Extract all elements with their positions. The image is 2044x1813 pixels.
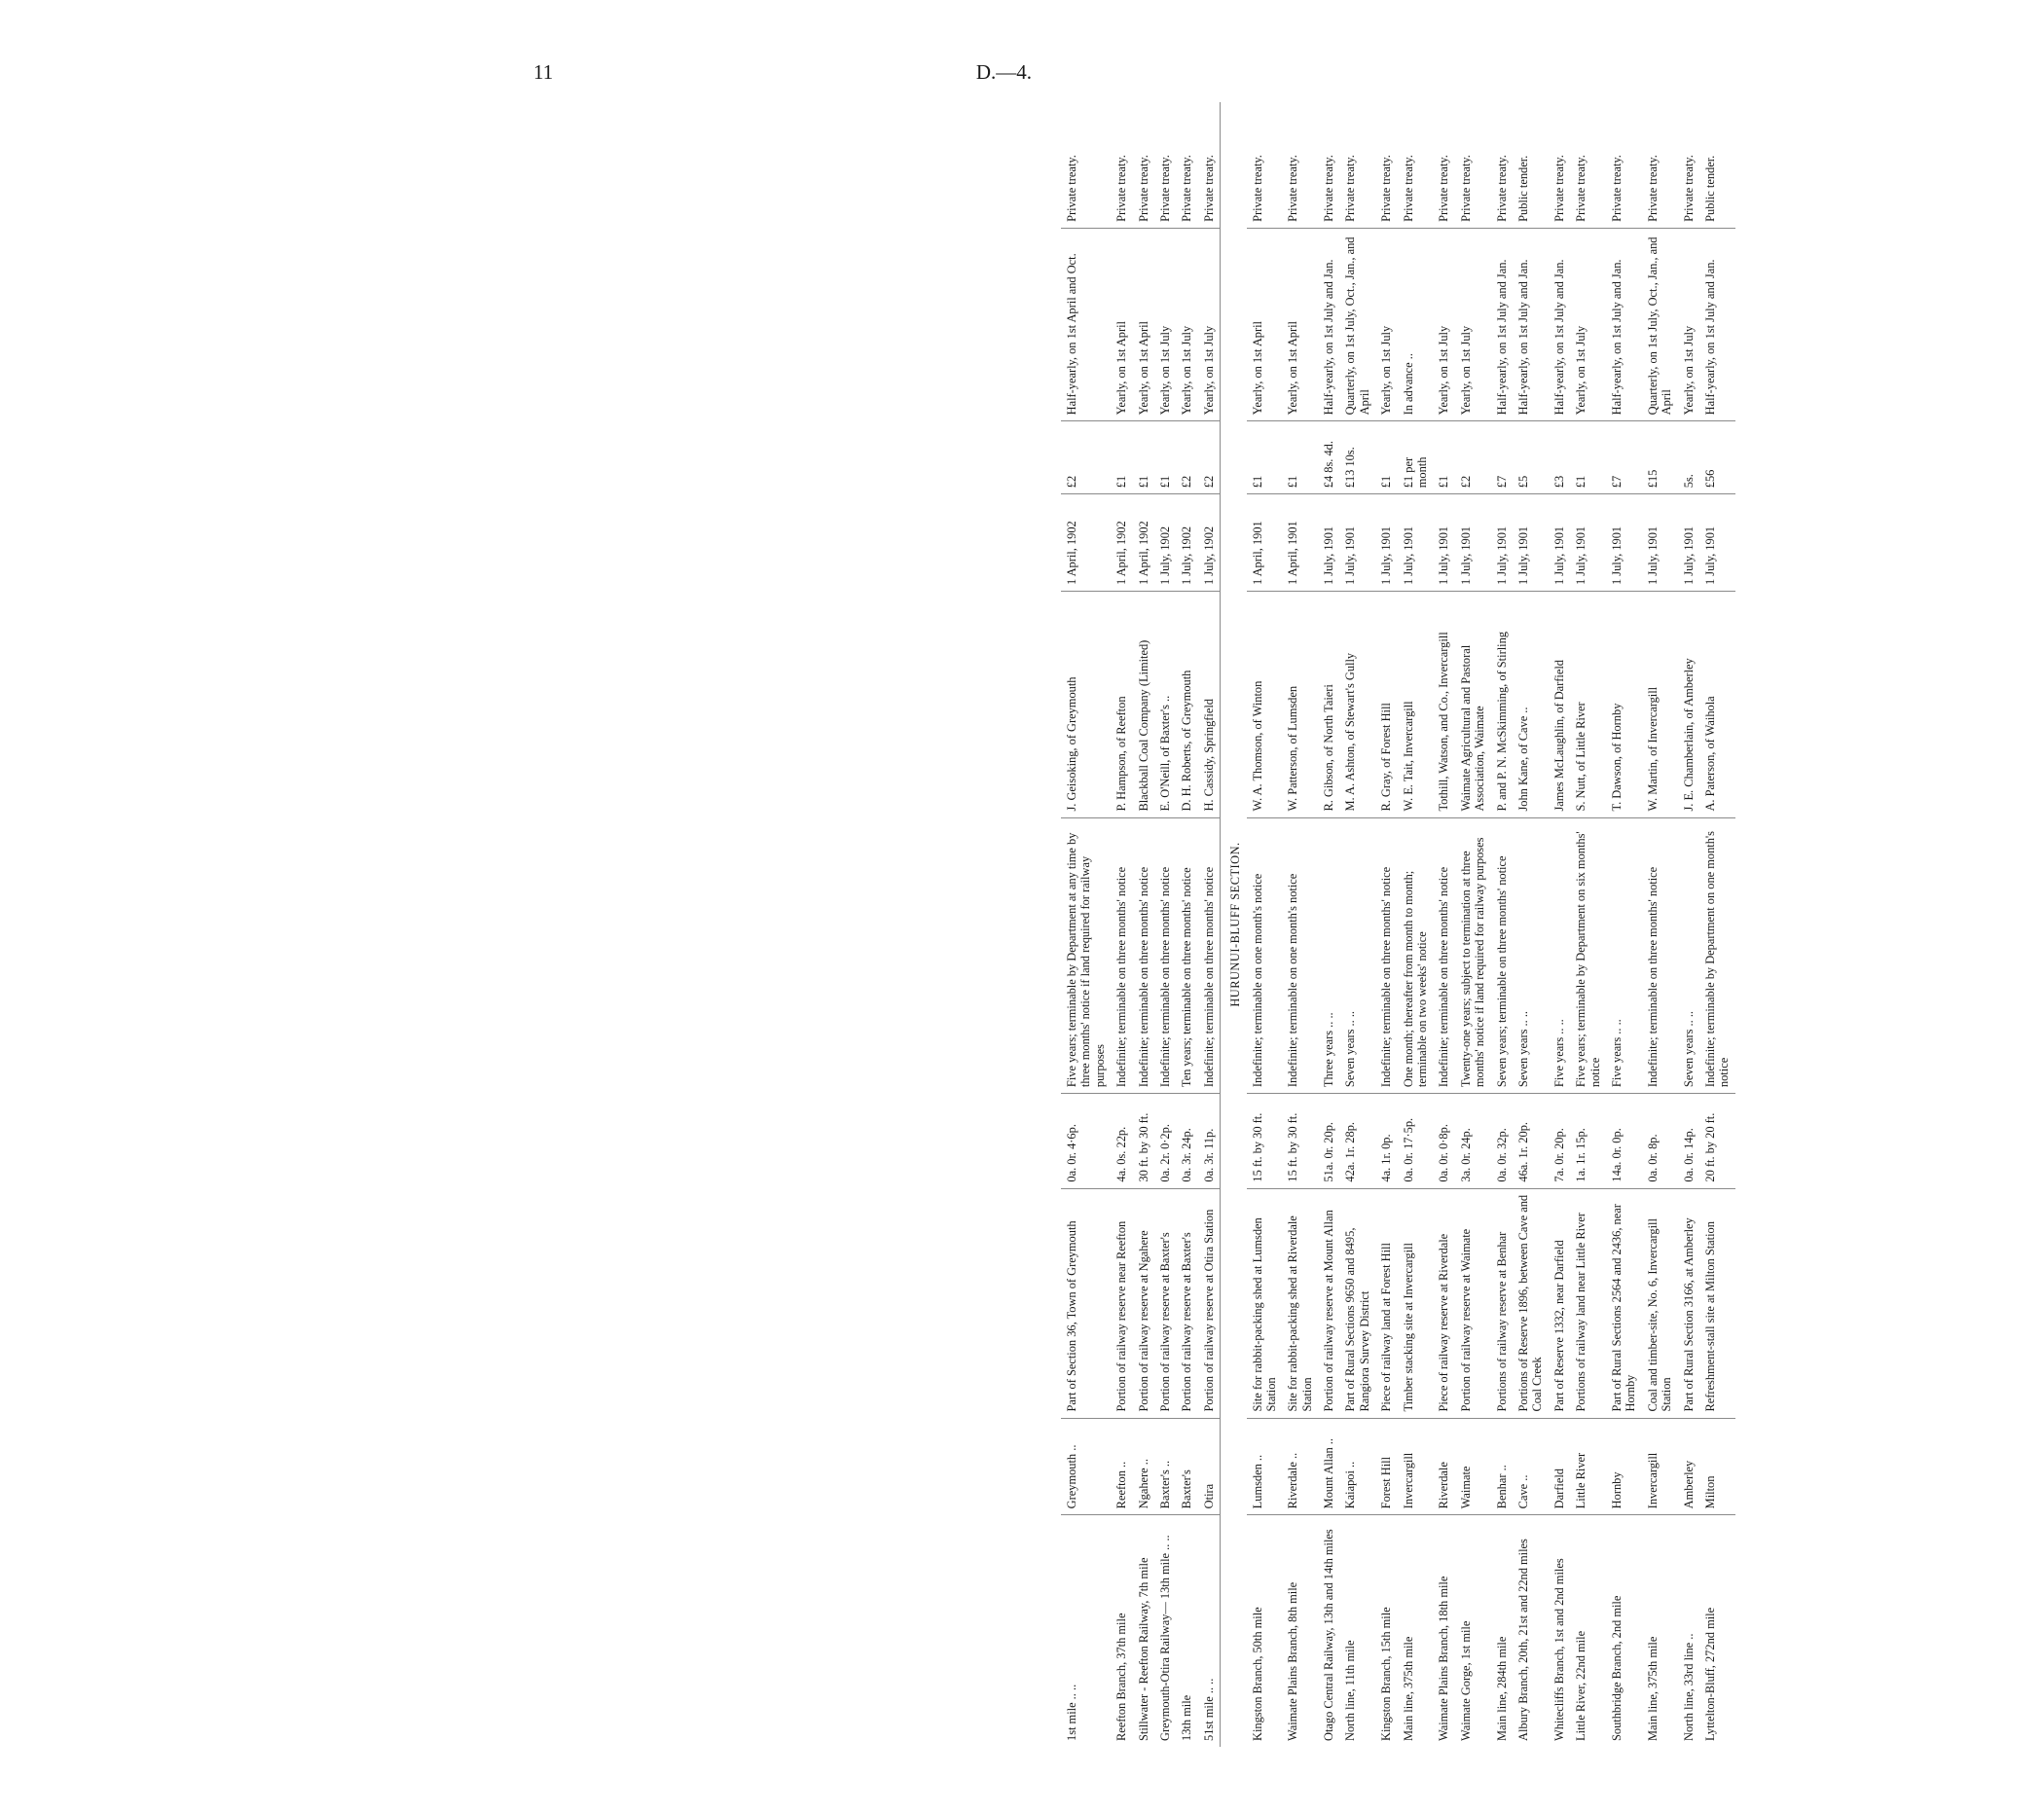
area-cell: 0a. 0r. 17·5p. — [1398, 1094, 1434, 1189]
table-row — [1570, 102, 1606, 1747]
disposal-cell: Private treaty. — [1198, 102, 1221, 228]
tenure-cell: Seven years .. .. — [1339, 817, 1375, 1094]
station-cell: Forest Hill — [1375, 1418, 1397, 1515]
tenure-cell: Five years; terminable by Department at any time by three months' notice if land required for railway purposes — [1061, 817, 1111, 1094]
table-row — [1318, 102, 1339, 1747]
description-cell: Portion of railway reserve at Ngahere — [1133, 1188, 1154, 1418]
tenure-cell: Seven years .. .. — [1513, 817, 1549, 1094]
station-cell: Benhar .. — [1491, 1418, 1513, 1515]
area-cell: 15 ft. by 30 ft. — [1282, 1094, 1318, 1189]
lessee-cell: S. Nutt, of Little River — [1570, 592, 1606, 818]
description-cell: Portions of railway land near Little River — [1570, 1188, 1606, 1418]
date-cell: 1 April, 1901 — [1282, 494, 1318, 592]
rotated-table-container — [1061, 102, 2044, 1747]
table-row — [1339, 102, 1375, 1747]
payment-cell: Yearly, on 1st July — [1154, 228, 1176, 420]
description-cell: Part of Rural Section 3166, at Amberley — [1678, 1188, 1699, 1418]
description-cell: Piece of railway reserve at Riverdale — [1433, 1188, 1454, 1418]
tenure-cell: Five years .. .. — [1606, 817, 1642, 1094]
station-cell: Milton — [1699, 1418, 1735, 1515]
date-cell: 1 July, 1901 — [1455, 494, 1491, 592]
lessee-cell: W. A. Thomson, of Winton — [1247, 592, 1283, 818]
description-cell: Piece of railway land at Forest Hill — [1375, 1188, 1397, 1418]
area-cell: 14a. 0r. 0p. — [1606, 1094, 1642, 1189]
rent-cell: £2 — [1198, 421, 1221, 494]
railway-line-cell: North line, 33rd line .. — [1681, 1633, 1696, 1741]
area-cell: 4a. 0s. 22p. — [1111, 1094, 1132, 1189]
lease-table-body — [1061, 102, 1735, 1747]
lessee-cell: R. Gibson, of North Taieri — [1318, 592, 1339, 818]
tenure-cell: Indefinite; terminable on three months' notice — [1111, 817, 1132, 1094]
date-cell: 1 July, 1901 — [1570, 494, 1606, 592]
station-cell: Invercargill — [1398, 1418, 1434, 1515]
description-cell: Portion of railway reserve at Waimate — [1455, 1188, 1491, 1418]
payment-cell: Yearly, on 1st July — [1455, 228, 1491, 420]
tenure-cell: Indefinite; terminable on three months' notice — [1433, 817, 1454, 1094]
payment-cell: Half-yearly, on 1st July and Jan. — [1606, 228, 1642, 420]
area-cell: 0a. 0r. 32p. — [1491, 1094, 1513, 1189]
railway-line-cell: Southbridge Branch, 2nd mile — [1609, 1595, 1624, 1741]
disposal-cell: Private treaty. — [1570, 102, 1606, 228]
area-cell: 1a. 1r. 15p. — [1570, 1094, 1606, 1189]
section-heading: HURUNUI-BLUFF SECTION. — [1221, 102, 1247, 1747]
lessee-cell: A. Paterson, of Waihola — [1699, 592, 1735, 818]
rent-cell: £4 8s. 4d. — [1318, 421, 1339, 494]
description-cell: Portions of railway reserve at Benhar — [1491, 1188, 1513, 1418]
table-row — [1513, 102, 1549, 1747]
table-row — [1455, 102, 1491, 1747]
tenure-cell: One month; thereafter from month to month; terminable on two weeks' notice — [1398, 817, 1434, 1094]
lessee-cell: T. Dawson, of Hornby — [1606, 592, 1642, 818]
disposal-cell: Private treaty. — [1606, 102, 1642, 228]
railway-line-cell: 13th mile — [1180, 1694, 1194, 1741]
station-cell: Riverdale — [1433, 1418, 1454, 1515]
station-cell: Amberley — [1678, 1418, 1699, 1515]
disposal-cell: Private treaty. — [1491, 102, 1513, 228]
description-cell: Site for rabbit-packing shed at Lumsden Station — [1247, 1188, 1283, 1418]
disposal-cell: Private treaty. — [1111, 102, 1132, 228]
rent-cell: £1 — [1247, 421, 1283, 494]
disposal-cell: Private treaty. — [1318, 102, 1339, 228]
rent-cell: £1 per month — [1398, 421, 1434, 494]
lessee-cell: John Kane, of Cave .. — [1513, 592, 1549, 818]
rent-cell: £2 — [1176, 421, 1197, 494]
disposal-cell: Private treaty. — [1154, 102, 1176, 228]
lease-table — [1061, 102, 1735, 1747]
disposal-cell: Private treaty. — [1133, 102, 1154, 228]
rent-cell: £1 — [1433, 421, 1454, 494]
disposal-cell: Public tender. — [1699, 102, 1735, 228]
lessee-cell: W. Patterson, of Lumsden — [1282, 592, 1318, 818]
tenure-cell: Indefinite; terminable on three months' notice — [1198, 817, 1221, 1094]
date-cell: 1 July, 1901 — [1318, 494, 1339, 592]
rent-cell: £1 — [1111, 421, 1132, 494]
date-cell: 1 July, 1901 — [1699, 494, 1735, 592]
tenure-cell: Twenty-one years; subject to termination at three months' notice if land required for railway purposes — [1455, 817, 1491, 1094]
disposal-cell: Private treaty. — [1375, 102, 1397, 228]
tenure-cell: Seven years; terminable on three months' notice — [1491, 817, 1513, 1094]
lessee-cell: Waimate Agricultural and Pastoral Association, Waimate — [1455, 592, 1491, 818]
station-cell: Reefton .. — [1111, 1418, 1132, 1515]
tenure-cell: Indefinite; terminable on three months' notice — [1154, 817, 1176, 1094]
railway-line-cell: Kingston Branch, 15th mile — [1379, 1607, 1394, 1741]
railway-line-cell: Waimate Gorge, 1st mile — [1458, 1620, 1473, 1741]
station-cell: Baxter's — [1176, 1418, 1197, 1515]
disposal-cell: Private treaty. — [1549, 102, 1570, 228]
railway-line-cell: Reefton Branch, 37th mile — [1114, 1613, 1129, 1741]
description-cell: Portion of railway reserve at Baxter's — [1176, 1188, 1197, 1418]
area-cell: 4a. 1r. 0p. — [1375, 1094, 1397, 1189]
table-row — [1198, 102, 1221, 1747]
tenure-cell: Indefinite; terminable on one month's notice — [1247, 817, 1283, 1094]
date-cell: 1 July, 1902 — [1198, 494, 1221, 592]
payment-cell: Half-yearly, on 1st July and Jan. — [1699, 228, 1735, 420]
rent-cell: £15 — [1642, 421, 1678, 494]
description-cell: Site for rabbit-packing shed at Riverdale Station — [1282, 1188, 1318, 1418]
railway-line-cell: Stillwater - Reefton Railway, 7th mile — [1136, 1557, 1150, 1741]
table-row — [1433, 102, 1454, 1747]
date-cell: 1 July, 1901 — [1606, 494, 1642, 592]
lessee-cell: J. E. Chamberlain, of Amberley — [1678, 592, 1699, 818]
tenure-cell: Five years .. .. — [1549, 817, 1570, 1094]
railway-line-cell: Main line, 284th mile — [1494, 1636, 1509, 1741]
payment-cell: Yearly, on 1st July — [1678, 228, 1699, 420]
table-row — [1061, 102, 1111, 1747]
payment-cell: In advance .. — [1398, 228, 1434, 420]
lessee-cell: Tothill, Watson, and Co., Invercargill — [1433, 592, 1454, 818]
payment-cell: Yearly, on 1st April — [1247, 228, 1283, 420]
date-cell: 1 July, 1902 — [1154, 494, 1176, 592]
table-row — [1606, 102, 1642, 1747]
table-row — [1375, 102, 1397, 1747]
payment-cell: Half-yearly, on 1st July and Jan. — [1549, 228, 1570, 420]
payment-cell: Yearly, on 1st July — [1570, 228, 1606, 420]
date-cell: 1 July, 1901 — [1339, 494, 1375, 592]
area-cell: 3a. 0r. 24p. — [1455, 1094, 1491, 1189]
disposal-cell: Private treaty. — [1455, 102, 1491, 228]
description-cell: Portion of railway reserve at Otira Station — [1198, 1188, 1221, 1418]
table-row — [1133, 102, 1154, 1747]
disposal-cell: Private treaty. — [1339, 102, 1375, 228]
rent-cell: £1 — [1133, 421, 1154, 494]
description-cell: Refreshment-stall site at Milton Station — [1699, 1188, 1735, 1418]
description-cell: Coal and timber-site, No. 6, Invercargill Station — [1642, 1188, 1678, 1418]
table-row — [1699, 102, 1735, 1747]
railway-line-cell: Albury Branch, 20th, 21st and 22nd miles — [1515, 1539, 1530, 1741]
disposal-cell: Private treaty. — [1247, 102, 1283, 228]
area-cell: 0a. 0r. 8p. — [1642, 1094, 1678, 1189]
area-cell: 0a. 2r. 0·2p. — [1154, 1094, 1176, 1189]
disposal-cell: Private treaty. — [1642, 102, 1678, 228]
table-row — [1154, 102, 1176, 1747]
railway-line-cell: Waimate Plains Branch, 8th mile — [1286, 1581, 1300, 1741]
railway-line-cell: North line, 11th mile — [1343, 1640, 1358, 1741]
rent-cell: £2 — [1455, 421, 1491, 494]
area-cell: 7a. 0r. 20p. — [1549, 1094, 1570, 1189]
station-cell: Lumsden .. — [1247, 1418, 1283, 1515]
page-number: 11 — [533, 60, 554, 84]
description-cell: Portions of Reserve 1896, between Cave and Coal Creek — [1513, 1188, 1549, 1418]
date-cell: 1 April, 1902 — [1061, 494, 1111, 592]
station-cell: Invercargill — [1642, 1418, 1678, 1515]
payment-cell: Yearly, on 1st July — [1433, 228, 1454, 420]
lessee-cell: W. Martin, of Invercargill — [1642, 592, 1678, 818]
date-cell: 1 July, 1901 — [1433, 494, 1454, 592]
disposal-cell: Private treaty. — [1433, 102, 1454, 228]
date-cell: 1 April, 1901 — [1247, 494, 1283, 592]
rent-cell: 5s. — [1678, 421, 1699, 494]
payment-cell: Half-yearly, on 1st July and Jan. — [1513, 228, 1549, 420]
rent-cell: £13 10s. — [1339, 421, 1375, 494]
disposal-cell: Private treaty. — [1678, 102, 1699, 228]
date-cell: 1 July, 1901 — [1642, 494, 1678, 592]
rent-cell: £7 — [1606, 421, 1642, 494]
description-cell: Part of Rural Sections 2564 and 2436, near Hornby — [1606, 1188, 1642, 1418]
area-cell: 0a. 0r. 4·6p. — [1061, 1094, 1111, 1189]
tenure-cell: Indefinite; terminable on three months' notice — [1642, 817, 1678, 1094]
railway-line-cell: 51st mile .. .. — [1201, 1678, 1216, 1741]
payment-cell: Yearly, on 1st July — [1176, 228, 1197, 420]
payment-cell: Half-yearly, on 1st July and Jan. — [1491, 228, 1513, 420]
rent-cell: £7 — [1491, 421, 1513, 494]
payment-cell: Yearly, on 1st April — [1111, 228, 1132, 420]
description-cell: Part of Rural Sections 9650 and 8495, Rangiora Survey District — [1339, 1188, 1375, 1418]
lessee-cell: M. A. Ashton, of Stewart's Gully — [1339, 592, 1375, 818]
area-cell: 15 ft. by 30 ft. — [1247, 1094, 1283, 1189]
lessee-cell: P. and P. N. McSkimming, of Stirling — [1491, 592, 1513, 818]
lessee-cell: James McLaughlin, of Darfield — [1549, 592, 1570, 818]
station-cell: Kaiapoi .. — [1339, 1418, 1375, 1515]
table-row — [1176, 102, 1197, 1747]
payment-cell: Quarterly, on 1st July, Oct., Jan., and April — [1339, 228, 1375, 420]
station-cell: Cave .. — [1513, 1418, 1549, 1515]
date-cell: 1 April, 1902 — [1111, 494, 1132, 592]
area-cell: 0a. 0r. 14p. — [1678, 1094, 1699, 1189]
tenure-cell: Indefinite; terminable on one month's notice — [1282, 817, 1318, 1094]
table-row — [1398, 102, 1434, 1747]
lessee-cell: H. Cassidy, Springfield — [1198, 592, 1221, 818]
station-cell: Otira — [1198, 1418, 1221, 1515]
rent-cell: £1 — [1375, 421, 1397, 494]
tenure-cell: Seven years .. .. — [1678, 817, 1699, 1094]
description-cell: Part of Reserve 1332, near Darfield — [1549, 1188, 1570, 1418]
date-cell: 1 July, 1902 — [1176, 494, 1197, 592]
rent-cell: £1 — [1154, 421, 1176, 494]
rent-cell: £2 — [1061, 421, 1111, 494]
lessee-cell: R. Gray, of Forest Hill — [1375, 592, 1397, 818]
railway-line-cell: Kingston Branch, 50th mile — [1250, 1607, 1264, 1741]
description-cell: Part of Section 36, Town of Greymouth — [1061, 1188, 1111, 1418]
area-cell: 46a. 1r. 20p. — [1513, 1094, 1549, 1189]
railway-line-cell: Otago Central Railway, 13th and 14th miles — [1322, 1529, 1336, 1741]
date-cell: 1 July, 1901 — [1375, 494, 1397, 592]
tenure-cell: Indefinite; terminable by Department on one month's notice — [1699, 817, 1735, 1094]
date-cell: 1 July, 1901 — [1398, 494, 1434, 592]
table-row — [1247, 102, 1283, 1747]
area-cell: 42a. 1r. 28p. — [1339, 1094, 1375, 1189]
area-cell: 0a. 0r. 0·8p. — [1433, 1094, 1454, 1189]
payment-cell: Half-yearly, on 1st April and Oct. — [1061, 228, 1111, 420]
station-cell: Riverdale .. — [1282, 1418, 1318, 1515]
table-row — [1282, 102, 1318, 1747]
tenure-cell: Five years; terminable by Department on six months' notice — [1570, 817, 1606, 1094]
disposal-cell: Private treaty. — [1176, 102, 1197, 228]
disposal-cell: Private treaty. — [1398, 102, 1434, 228]
station-cell: Greymouth .. — [1061, 1418, 1111, 1515]
lessee-cell: W. E. Tait, Invercargill — [1398, 592, 1434, 818]
date-cell: 1 April, 1902 — [1133, 494, 1154, 592]
station-cell: Hornby — [1606, 1418, 1642, 1515]
railway-line-cell: Waimate Plains Branch, 18th mile — [1437, 1576, 1451, 1741]
section-heading-row — [1221, 102, 1247, 1747]
table-row — [1642, 102, 1678, 1747]
table-row — [1549, 102, 1570, 1747]
rent-cell: £1 — [1282, 421, 1318, 494]
railway-line-cell: Lyttelton-Bluff, 272nd mile — [1702, 1607, 1717, 1741]
tenure-cell: Ten years; terminable on three months' notice — [1176, 817, 1197, 1094]
rent-cell: £1 — [1570, 421, 1606, 494]
area-cell: 51a. 0r. 20p. — [1318, 1094, 1339, 1189]
station-cell: Ngahere .. — [1133, 1418, 1154, 1515]
area-cell: 0a. 3r. 11p. — [1198, 1094, 1221, 1189]
railway-line-cell: Main line, 375th mile — [1645, 1636, 1660, 1741]
tenure-cell: Three years .. .. — [1318, 817, 1339, 1094]
lessee-cell: E. O'Neill, of Baxter's .. — [1154, 592, 1176, 818]
railway-line-cell: Greymouth-Otira Railway— 13th mile .. .. — [1157, 1535, 1172, 1741]
station-cell: Baxter's .. — [1154, 1418, 1176, 1515]
tenure-cell: Indefinite; terminable on three months' notice — [1375, 817, 1397, 1094]
date-cell: 1 July, 1901 — [1678, 494, 1699, 592]
payment-cell: Quarterly, on 1st July, Oct., Jan., and April — [1642, 228, 1678, 420]
description-cell: Portion of railway reserve at Mount Allan — [1318, 1188, 1339, 1418]
tenure-cell: Indefinite; terminable on three months' notice — [1133, 817, 1154, 1094]
payment-cell: Yearly, on 1st July — [1375, 228, 1397, 420]
description-cell: Portion of railway reserve near Reefton — [1111, 1188, 1132, 1418]
description-cell: Portion of railway reserve at Baxter's — [1154, 1188, 1176, 1418]
lessee-cell: D. H. Roberts, of Greymouth — [1176, 592, 1197, 818]
date-cell: 1 July, 1901 — [1549, 494, 1570, 592]
payment-cell: Half-yearly, on 1st July and Jan. — [1318, 228, 1339, 420]
rent-cell: £5 — [1513, 421, 1549, 494]
station-cell: Waimate — [1455, 1418, 1491, 1515]
date-cell: 1 July, 1901 — [1513, 494, 1549, 592]
date-cell: 1 July, 1901 — [1491, 494, 1513, 592]
rent-cell: £56 — [1699, 421, 1735, 494]
railway-line-cell: Little River, 22nd mile — [1574, 1630, 1588, 1741]
lessee-cell: P. Hampson, of Reefton — [1111, 592, 1132, 818]
railway-line-cell: 1st mile .. .. — [1065, 1684, 1078, 1741]
lessee-cell: J. Geisoking, of Greymouth — [1061, 592, 1111, 818]
station-cell: Mount Allan .. — [1318, 1418, 1339, 1515]
table-row — [1491, 102, 1513, 1747]
area-cell: 30 ft. by 30 ft. — [1133, 1094, 1154, 1189]
lessee-cell: Blackball Coal Company (Limited) — [1133, 592, 1154, 818]
station-cell: Little River — [1570, 1418, 1606, 1515]
railway-line-cell: Main line, 375th mile — [1401, 1636, 1415, 1741]
description-cell: Timber stacking site at Invercargill — [1398, 1188, 1434, 1418]
payment-cell: Yearly, on 1st April — [1133, 228, 1154, 420]
table-row — [1678, 102, 1699, 1747]
disposal-cell: Private treaty. — [1282, 102, 1318, 228]
rent-cell: £3 — [1549, 421, 1570, 494]
station-cell: Darfield — [1549, 1418, 1570, 1515]
document-reference: D.—4. — [975, 60, 1032, 84]
railway-line-cell: Whitecliffs Branch, 1st and 2nd miles — [1551, 1558, 1566, 1741]
payment-cell: Yearly, on 1st April — [1282, 228, 1318, 420]
area-cell: 20 ft. by 20 ft. — [1699, 1094, 1735, 1189]
disposal-cell: Public tender. — [1513, 102, 1549, 228]
table-row — [1111, 102, 1132, 1747]
area-cell: 0a. 3r. 24p. — [1176, 1094, 1197, 1189]
payment-cell: Yearly, on 1st July — [1198, 228, 1221, 420]
disposal-cell: Private treaty. — [1061, 102, 1111, 228]
